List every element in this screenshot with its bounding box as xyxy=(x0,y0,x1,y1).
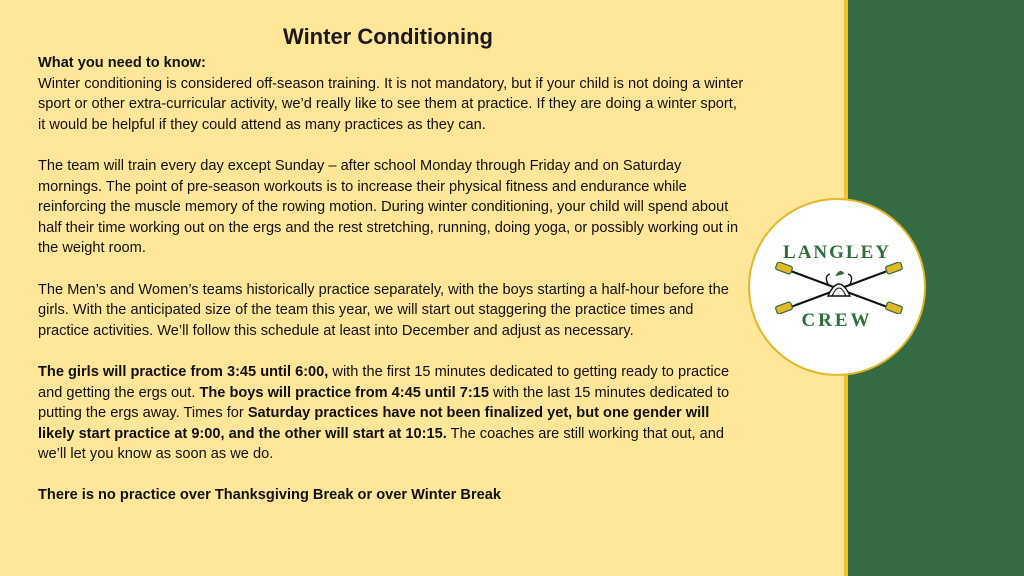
girls-practice-time: The girls will practice from 3:45 until 6:00, xyxy=(38,363,329,380)
slide-body xyxy=(38,53,746,506)
paragraph-4: The girls will practice from 3:45 until 6:00, with the first 15 minutes dedicated to getting ready to practice and getting the ergs out. The boys will practice from 4:45 until 7:15 with the last 15 minutes dedicated to putting the ergs away. Times for Saturday practices have not been finalized yet, but one gender will likely start practice at 9:00, and the other will start at 10:15. The coaches are still working that out, and we’ll let you know as soon as we do. xyxy=(38,363,730,463)
logo-text-langley: LANGLEY xyxy=(783,242,891,263)
paragraph-2: The team will train every day except Sunday – after school Monday through Friday and on Saturday mornings. The point of pre-season workouts is to increase their physical fitness and endurance while reinforcing the muscle memory of the rowing motion. During winter conditioning, your child will spend about half their time working out on the ergs and the rest stretching, running, doing yoga, or possibly working out in the weight room. xyxy=(38,157,739,257)
closing-note: There is no practice over Thanksgiving Break or over Winter Break xyxy=(38,487,501,504)
slide-title: Winter Conditioning xyxy=(283,24,493,49)
boys-practice-time: The boys will practice from 4:45 until 7:15 xyxy=(199,384,489,401)
paragraph-3: The Men’s and Women’s teams historically practice separately, with the boys starting a half-hour before the girls. With the anticipated size of the team this year, we will start out staggering the practice times and practice activities. We’ll follow this schedule at least into December and adjust as necessary. xyxy=(38,281,729,339)
langley-crew-logo xyxy=(748,198,926,376)
saturday-practice-note: Saturday practices have not been finalized yet, but one gender will likely start practice at 9:00, and the other will start at 10:15. xyxy=(38,405,710,442)
paragraph-1: Winter conditioning is considered off-season training. It is not mandatory, but if your child is not doing a winter sport or other extra-curricular activity, we’d really like to see them at practice. If they are doing a winter sport, it would be helpful if they could attend as many practices as they can. xyxy=(38,75,744,133)
crossed-oars-icon xyxy=(774,262,904,314)
heading: What you need to know: xyxy=(38,55,206,71)
logo-text-crew: CREW xyxy=(801,310,873,331)
